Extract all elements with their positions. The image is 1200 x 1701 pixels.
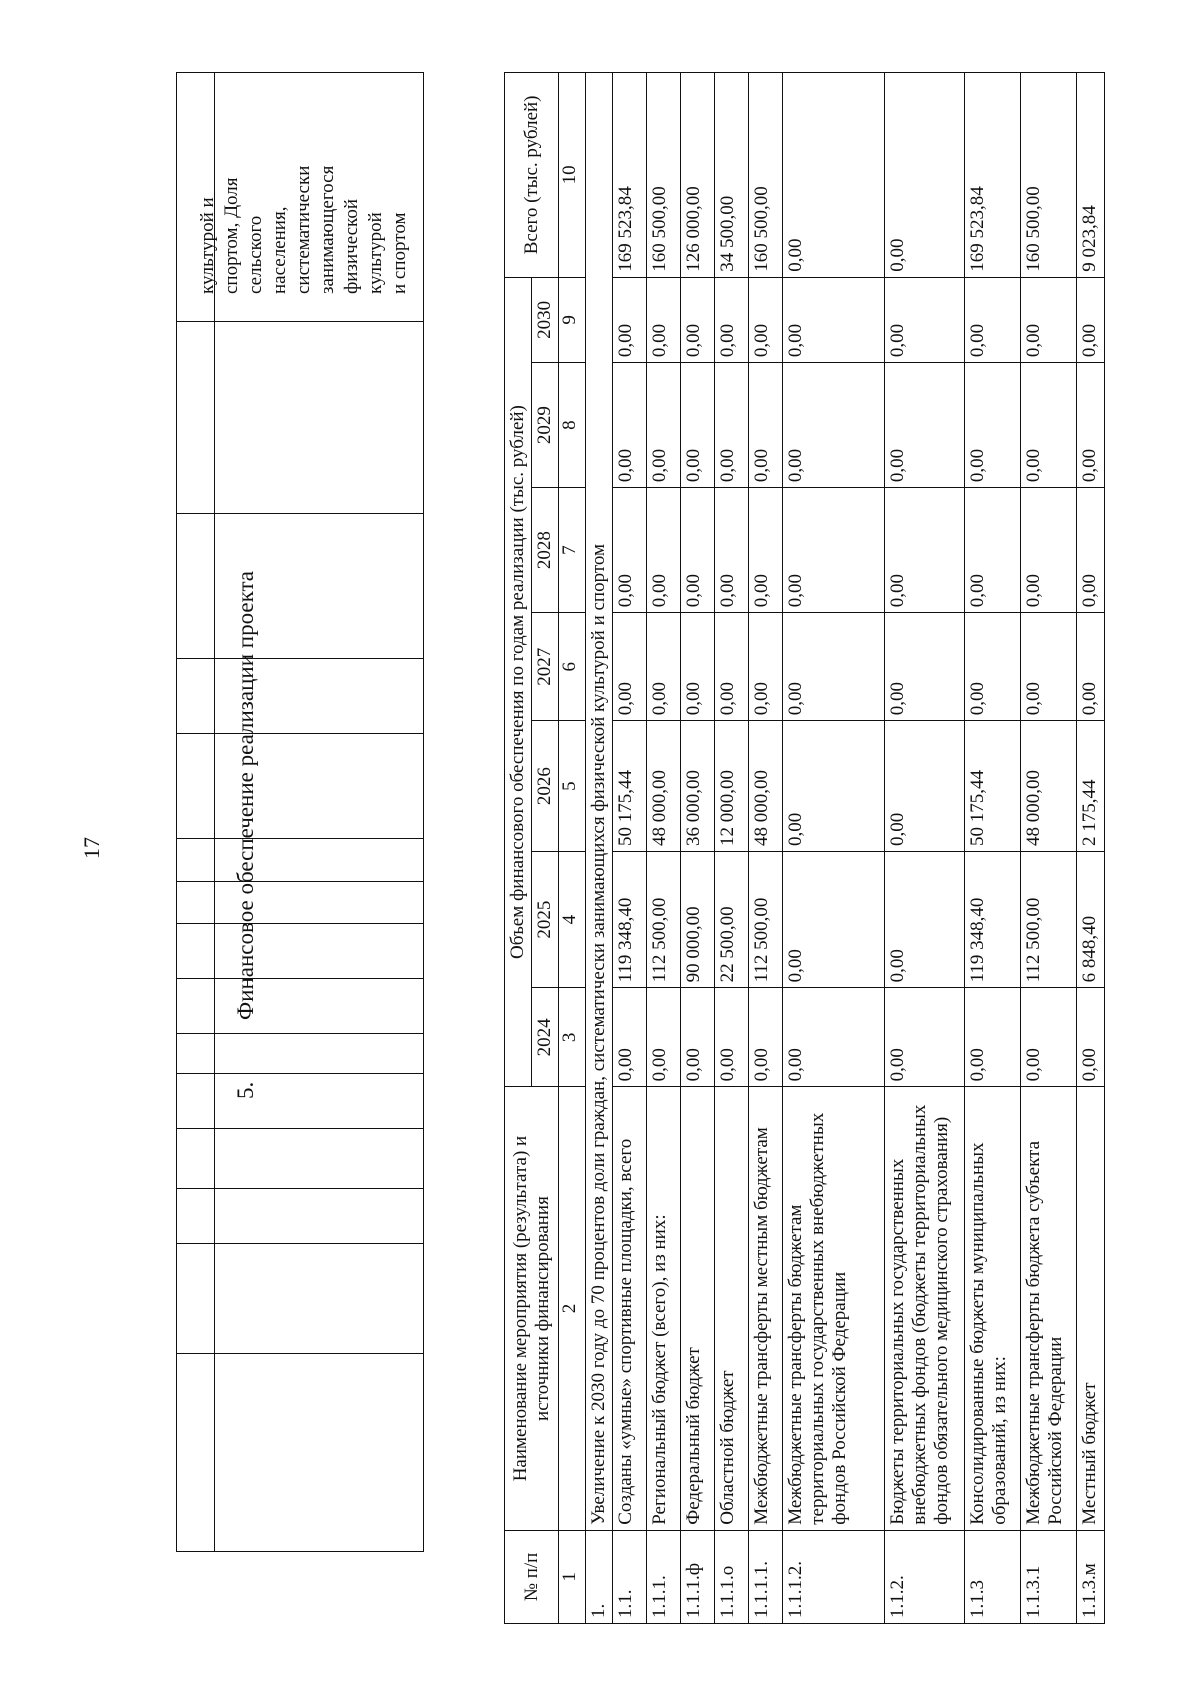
row-name: Местный бюджет — [1077, 1087, 1105, 1530]
row-value: 22 500,00 — [715, 851, 749, 987]
column-index: 9 — [559, 277, 586, 362]
header-volume: Объем финансового обеспечения по годам реализации (тыс. рублей) — [505, 277, 532, 1087]
header-name: Наименование мероприятия (результата) и источники финансирования — [505, 1087, 559, 1530]
table-row — [965, 73, 1021, 1624]
column-index: 8 — [559, 363, 586, 488]
row-value: 0,00 — [1021, 363, 1077, 488]
row-value: 0,00 — [715, 277, 749, 362]
column-index: 1 — [559, 1530, 586, 1623]
row-value: 0,00 — [715, 613, 749, 721]
fragment-row-divider — [177, 1073, 423, 1074]
row-value: 0,00 — [613, 488, 647, 613]
fragment-row-divider — [177, 838, 423, 839]
fragment-text-line: сельского — [245, 215, 266, 294]
row-total: 160 500,00 — [1021, 73, 1077, 278]
row-value: 0,00 — [965, 613, 1021, 721]
row-value: 119 348,40 — [613, 851, 647, 987]
row-value: 0,00 — [681, 613, 715, 721]
row-value: 0,00 — [1077, 277, 1105, 362]
row-value: 0,00 — [885, 988, 965, 1087]
fragment-row-divider — [177, 321, 423, 322]
row-value: 0,00 — [783, 488, 885, 613]
header-total: Всего (тыс. рублей) — [505, 73, 559, 278]
row-value: 0,00 — [681, 488, 715, 613]
fragment-row-divider — [177, 1033, 423, 1034]
row-value: 0,00 — [715, 488, 749, 613]
column-index: 6 — [559, 613, 586, 721]
header-year: 2026 — [532, 721, 559, 852]
row-num: 1.1.1.2. — [783, 1530, 885, 1623]
header-year: 2028 — [532, 488, 559, 613]
row-value: 0,00 — [783, 988, 885, 1087]
row-total: 169 523,84 — [613, 73, 647, 278]
fragment-text-line: культурой — [365, 212, 386, 294]
fragment-row-divider — [177, 1188, 423, 1189]
row-name: Бюджеты территориальных государственных внебюджетных фондов (бюджеты территориальных фондов обязательного медицинского страхования) — [885, 1087, 965, 1530]
financial-table-wrapper — [504, 72, 1184, 1624]
previous-table-fragment — [176, 72, 424, 1552]
row-value: 0,00 — [749, 488, 783, 613]
row-value: 12 000,00 — [715, 721, 749, 852]
row-value: 0,00 — [613, 363, 647, 488]
page-number: 17 — [79, 837, 104, 859]
column-index-row — [559, 73, 586, 1624]
column-index: 2 — [559, 1087, 586, 1530]
row-total: 160 500,00 — [749, 73, 783, 278]
table-row — [885, 73, 965, 1624]
fragment-row-divider — [177, 733, 423, 734]
row-value: 0,00 — [783, 277, 885, 362]
row-name: Консолидированные бюджеты муниципальных образований, из них: — [965, 1087, 1021, 1530]
fragment-row-divider — [177, 1243, 423, 1244]
table-row — [613, 73, 647, 1624]
row-num: 1.1.1.1. — [749, 1530, 783, 1623]
row-value: 0,00 — [1077, 488, 1105, 613]
row-total: 126 000,00 — [681, 73, 715, 278]
row-value: 0,00 — [613, 277, 647, 362]
table-row — [647, 73, 681, 1624]
row-value: 6 848,40 — [1077, 851, 1105, 987]
fragment-text-cell — [177, 73, 417, 321]
table-row — [1077, 73, 1105, 1624]
column-index: 3 — [559, 988, 586, 1087]
row-value: 0,00 — [885, 277, 965, 362]
row-value: 0,00 — [1077, 363, 1105, 488]
fragment-row-divider — [177, 978, 423, 979]
table-header-row — [505, 73, 532, 1624]
row-value: 0,00 — [885, 363, 965, 488]
row-name: Федеральный бюджет — [681, 1087, 715, 1530]
fragment-row-divider — [177, 1128, 423, 1129]
row-value: 0,00 — [885, 721, 965, 852]
column-index: 7 — [559, 488, 586, 613]
row-value: 119 348,40 — [965, 851, 1021, 987]
row-name: Региональный бюджет (всего), из них: — [647, 1087, 681, 1530]
row-value: 0,00 — [647, 277, 681, 362]
row-value: 0,00 — [1021, 488, 1077, 613]
table-row — [749, 73, 783, 1624]
row-value: 0,00 — [965, 363, 1021, 488]
row-value: 0,00 — [965, 277, 1021, 362]
row-name: Областной бюджет — [715, 1087, 749, 1530]
row-value: 48 000,00 — [1021, 721, 1077, 852]
row-value: 0,00 — [885, 851, 965, 987]
row-value: 90 000,00 — [681, 851, 715, 987]
row-num: 1.1.3.1 — [1021, 1530, 1077, 1623]
fragment-row-divider — [177, 658, 423, 659]
header-year: 2024 — [532, 988, 559, 1087]
row-num: 1.1. — [613, 1530, 647, 1623]
row-value: 36 000,00 — [681, 721, 715, 852]
row-value: 112 500,00 — [1021, 851, 1077, 987]
table-row — [783, 73, 885, 1624]
fragment-row-divider — [177, 1353, 423, 1354]
table-body — [613, 73, 1105, 1624]
column-index: 4 — [559, 851, 586, 987]
row-num: 1.1.2. — [885, 1530, 965, 1623]
row-value: 0,00 — [1077, 988, 1105, 1087]
row-num: 1.1.3 — [965, 1530, 1021, 1623]
row-num: 1.1.1.о — [715, 1530, 749, 1623]
row-value: 0,00 — [681, 277, 715, 362]
row-value: 0,00 — [885, 488, 965, 613]
row-value: 0,00 — [715, 988, 749, 1087]
row-value: 112 500,00 — [749, 851, 783, 987]
row-name: Созданы «умные» спортивные площадки, всего — [613, 1087, 647, 1530]
row-value: 0,00 — [783, 851, 885, 987]
row-value: 0,00 — [965, 488, 1021, 613]
row-value: 0,00 — [1077, 613, 1105, 721]
row-value: 0,00 — [783, 363, 885, 488]
fragment-row-divider — [177, 881, 423, 882]
row-value: 48 000,00 — [647, 721, 681, 852]
goal-text: Увеличение к 2030 году до 70 процентов доли граждан, систематически занимающихся физической культурой и спортом — [586, 73, 613, 1531]
fragment-text-line: культурой и — [197, 197, 218, 294]
row-num: 1.1.1.ф — [681, 1530, 715, 1623]
header-year: 2030 — [532, 277, 559, 362]
fragment-row-divider — [177, 923, 423, 924]
fragment-text-line: занимающегося — [317, 165, 338, 294]
row-total: 160 500,00 — [647, 73, 681, 278]
row-value: 2 175,44 — [1077, 721, 1105, 852]
fragment-text-line: спортом, Доля — [221, 177, 242, 294]
row-value: 0,00 — [647, 613, 681, 721]
fragment-row-divider — [177, 513, 423, 514]
row-value: 0,00 — [749, 277, 783, 362]
row-value: 0,00 — [647, 363, 681, 488]
table-row — [681, 73, 715, 1624]
row-value: 0,00 — [783, 613, 885, 721]
row-value: 0,00 — [681, 988, 715, 1087]
row-value: 112 500,00 — [647, 851, 681, 987]
fragment-text-line: населения, — [269, 206, 290, 294]
header-year: 2029 — [532, 363, 559, 488]
header-num: № п/п — [505, 1530, 559, 1623]
section-heading — [233, 385, 267, 1285]
goal-num: 1. — [586, 1530, 613, 1623]
table-row — [1021, 73, 1077, 1624]
row-value: 0,00 — [613, 988, 647, 1087]
row-name: Межбюджетные трансферты бюджетам территориальных государственных внебюджетных фондов Российской Федерации — [783, 1087, 885, 1530]
section-title: Финансовое обеспечение реализации проекта — [233, 571, 258, 1021]
row-value: 0,00 — [613, 613, 647, 721]
fragment-text-line: физической — [341, 199, 362, 294]
row-total: 9 023,84 — [1077, 73, 1105, 278]
row-value: 0,00 — [783, 721, 885, 852]
row-value: 0,00 — [749, 363, 783, 488]
section-number: 5. — [233, 1081, 258, 1100]
column-index: 5 — [559, 721, 586, 852]
row-num: 1.1.1. — [647, 1530, 681, 1623]
row-value: 0,00 — [647, 488, 681, 613]
row-total: 0,00 — [885, 73, 965, 278]
fragment-text-line: и спортом — [389, 212, 410, 294]
row-value: 0,00 — [885, 613, 965, 721]
row-value: 0,00 — [749, 988, 783, 1087]
row-total: 0,00 — [783, 73, 885, 278]
row-value: 0,00 — [1021, 613, 1077, 721]
fragment-text-line: систематически — [293, 165, 314, 294]
row-value: 0,00 — [965, 988, 1021, 1087]
row-value: 0,00 — [715, 363, 749, 488]
row-name: Межбюджетные трансферты бюджета субъекта Российской Федерации — [1021, 1087, 1077, 1530]
row-value: 0,00 — [1021, 277, 1077, 362]
row-name: Межбюджетные трансферты местным бюджетам — [749, 1087, 783, 1530]
column-index: 10 — [559, 73, 586, 278]
row-value: 50 175,44 — [965, 721, 1021, 852]
row-total: 169 523,84 — [965, 73, 1021, 278]
row-value: 0,00 — [1021, 988, 1077, 1087]
financial-table — [504, 72, 1105, 1624]
row-value: 50 175,44 — [613, 721, 647, 852]
goal-row — [586, 73, 613, 1624]
row-value: 0,00 — [647, 988, 681, 1087]
row-total: 34 500,00 — [715, 73, 749, 278]
row-num: 1.1.3.м — [1077, 1530, 1105, 1623]
row-value: 48 000,00 — [749, 721, 783, 852]
row-value: 0,00 — [749, 613, 783, 721]
table-row — [715, 73, 749, 1624]
row-value: 0,00 — [681, 363, 715, 488]
fragment-text — [196, 54, 412, 300]
header-year: 2025 — [532, 851, 559, 987]
header-year: 2027 — [532, 613, 559, 721]
